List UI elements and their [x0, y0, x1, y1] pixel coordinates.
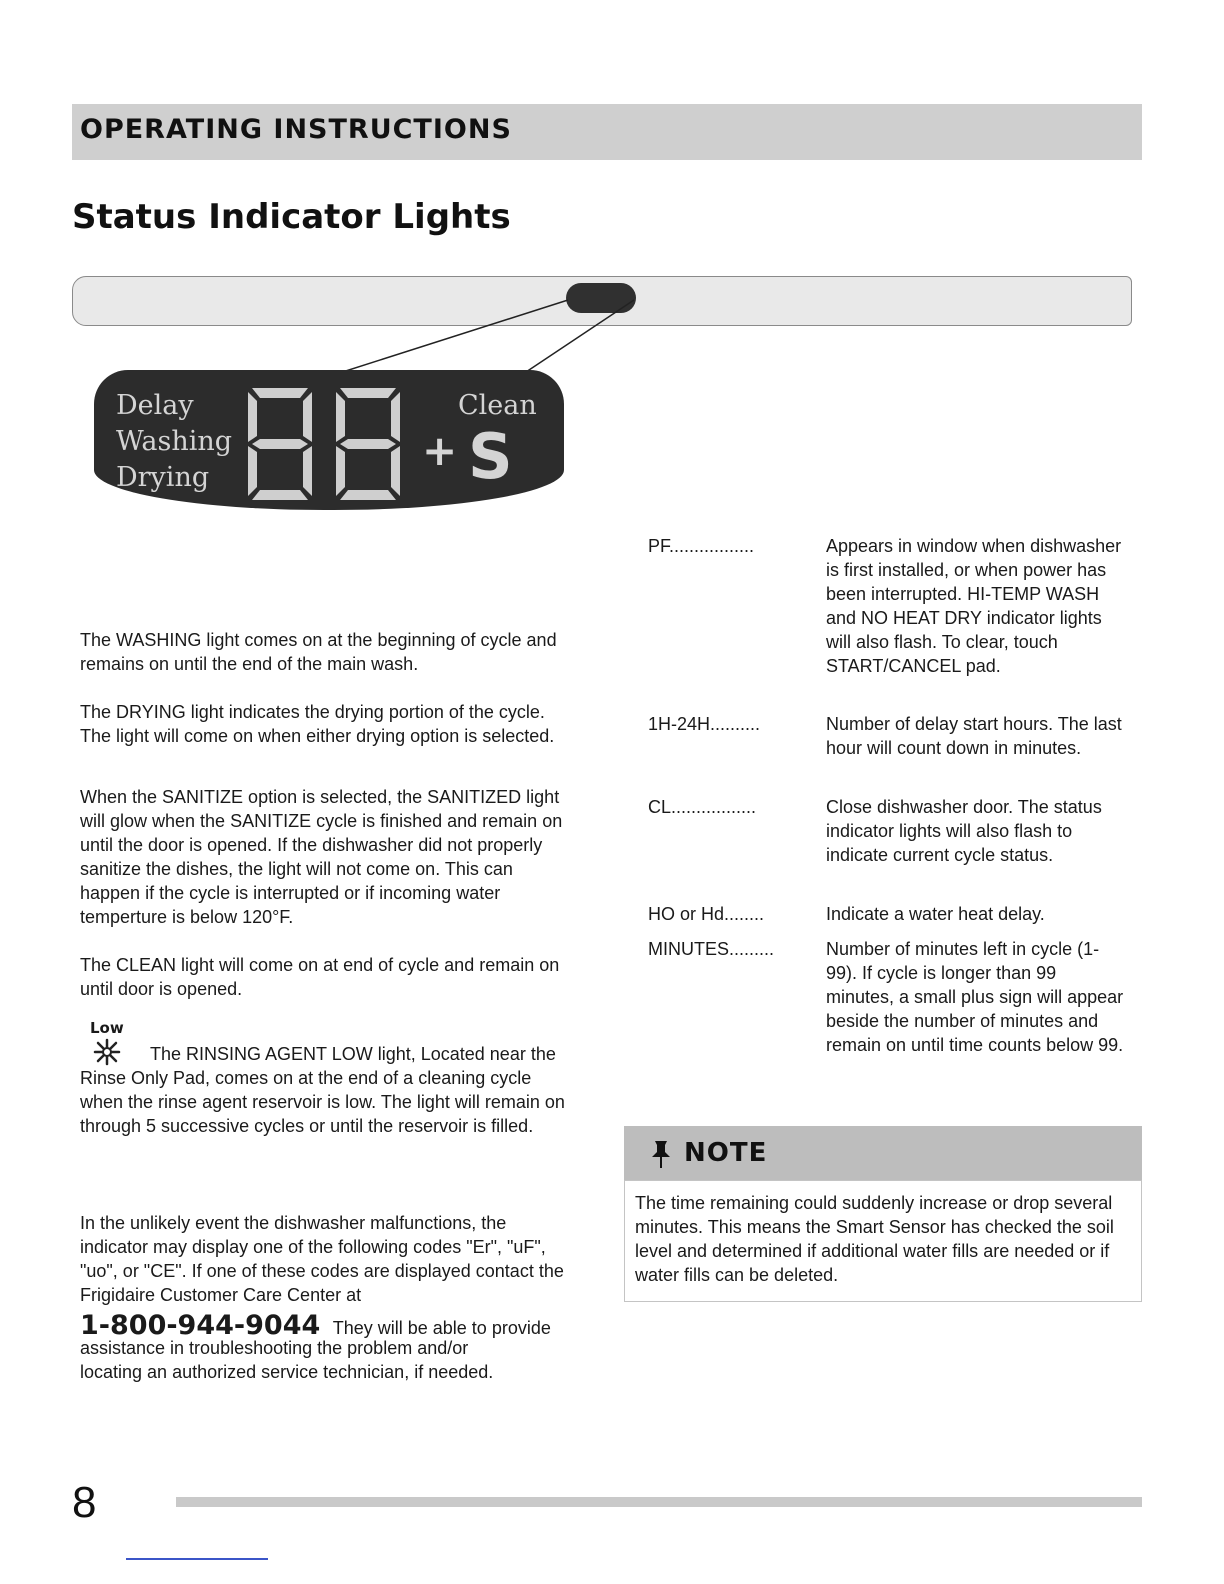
sanitize-light-paragraph: When the SANITIZE option is selected, the SANITIZED light will glow when the SANITIZE cycle is finished and remain on until the door is opened. If the dishwasher did not properly sanitize the dishes, the light will not come on. This can happen if the cycle is interrupted or if incoming water temperture is below 120°F. — [80, 787, 563, 927]
section-title: OPERATING INSTRUCTIONS — [80, 114, 512, 145]
note-text: The time remaining could suddenly increase or drop several minutes. This means the Smart Sensor has checked the soil level and determined if additional water fills are needed or if water fills can be deleted. — [635, 1193, 1114, 1285]
customer-care-phone: 1-800-944-9044 — [80, 1310, 321, 1341]
low-label: Low — [90, 1019, 124, 1037]
drying-light-paragraph: The DRYING light indicates the drying portion of the cycle. The light will come on when either drying option is selected. — [80, 702, 555, 746]
footer-rule — [176, 1497, 1142, 1507]
pushpin-icon — [650, 1139, 672, 1169]
page-number: 8 — [72, 1478, 97, 1527]
code-pf: PF................. — [648, 536, 755, 556]
assist-line-1: They will be able to provide — [332, 1318, 551, 1338]
assist-line-3: locating an authorized service technician, if needed. — [80, 1362, 494, 1382]
display-sanitized-s: S — [468, 420, 513, 493]
display-label-clean: Clean — [458, 390, 537, 421]
callout-lines — [0, 0, 1224, 600]
note-box — [624, 1180, 1142, 1302]
rinse-agent-paragraph: The RINSING AGENT LOW light, Located near the Rinse Only Pad, comes on at the end of a cleaning cycle when the rinse agent reservoir is low. The light will remain on through 5 successive cycles or until the reservoir is filled. — [80, 1044, 565, 1136]
status-display-panel — [94, 370, 564, 510]
seven-segment-digits-icon — [242, 384, 422, 502]
display-label-washing: Washing — [116, 426, 233, 457]
code-ho-hd: HO or Hd........ — [648, 904, 765, 924]
washing-light-paragraph: The WASHING light comes on at the beginning of cycle and remains on until the end of the main wash. — [80, 630, 557, 674]
code-minutes: MINUTES......... — [648, 939, 775, 959]
assist-line-2: assistance in troubleshooting the problem and/or — [80, 1338, 469, 1358]
code-ho-hd-description: Indicate a water heat delay. — [826, 904, 1045, 924]
display-label-drying: Drying — [116, 462, 210, 493]
bottom-link-line — [126, 1558, 268, 1560]
code-cl-description: Close dishwasher door. The status indicator lights will also flash to indicate current cycle status. — [826, 797, 1102, 865]
malfunction-paragraph: In the unlikely event the dishwasher malfunctions, the indicator may display one of the following codes "Er", "uF", "uo", or "CE". If one of these codes are displayed contact the Frigidaire Customer Care Center at — [80, 1213, 564, 1305]
page-title: Status Indicator Lights — [72, 197, 511, 237]
clean-light-paragraph: The CLEAN light will come on at end of cycle and remain on until door is opened. — [80, 955, 560, 999]
code-cl: CL................. — [648, 797, 757, 817]
code-pf-description: Appears in window when dishwasher is first installed, or when power has been interrupted. HI-TEMP WASH and NO HEAT DRY indicator lights will also flash. To clear, touch START/CANCEL pad. — [826, 536, 1122, 676]
code-minutes-description: Number of minutes left in cycle (1-99). If cycle is longer than 99 minutes, a small plus sign will appear beside the number of minutes and remain on until time counts below 99. — [826, 939, 1124, 1055]
code-1h-24h: 1H-24H.......... — [648, 714, 761, 734]
code-1h-24h-description: Number of delay start hours. The last hour will count down in minutes. — [826, 714, 1122, 758]
note-header — [624, 1126, 1142, 1180]
note-title: NOTE — [684, 1138, 768, 1168]
display-label-delay: Delay — [116, 390, 194, 421]
display-plus-sign: + — [422, 426, 458, 475]
